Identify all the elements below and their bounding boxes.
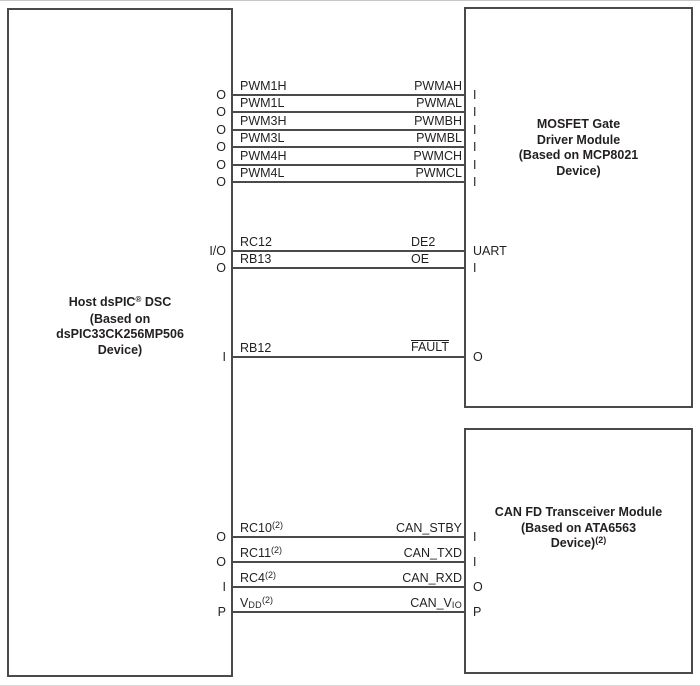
fault-connection	[222, 340, 483, 364]
host-pin-direction: O	[216, 140, 226, 155]
subscript-text: DD	[248, 600, 262, 610]
can-block-title	[464, 505, 693, 553]
module-pin-label	[402, 571, 462, 585]
module-pin-label-text: CAN_STBY	[396, 521, 462, 535]
connection-row	[217, 588, 482, 619]
module-pin-label-text: CAN_RXD	[402, 571, 462, 585]
connection-row	[216, 252, 477, 276]
mosfet-title-line-3: (Based on MCP8021	[518, 148, 639, 162]
module-pin-direction: I	[473, 105, 477, 120]
connection-row	[222, 340, 483, 364]
host-pin-label: PWM1H	[240, 78, 287, 93]
host-pin-direction: I	[222, 349, 226, 364]
connection-row	[216, 131, 477, 155]
module-pin-label-text: PWMCH	[413, 148, 462, 163]
host-pin-label: RC4$^{(2)}$	[240, 570, 277, 585]
host-pin-direction: O	[216, 261, 226, 276]
module-pin-label	[416, 96, 462, 110]
host-pin-label: VDD$^{(2)}$	[240, 595, 273, 610]
module-pin-label-text: PWMAH	[414, 78, 462, 93]
module-pin-direction: P	[473, 605, 482, 619]
module-pin-direction: O	[473, 349, 483, 364]
host-pin-label: PWM4L	[240, 165, 285, 180]
module-pin-label-text: FAULT	[411, 340, 449, 355]
host-pin-direction: I/O	[209, 243, 226, 258]
host-pin-label: RC11$^{(2)}$	[240, 545, 283, 560]
module-pin-label	[410, 596, 462, 610]
host-pin-label: PWM4H	[240, 148, 287, 163]
module-pin-label-text: PWMAL	[416, 96, 462, 111]
host-pin-direction: P	[217, 605, 226, 619]
footnote-superscript: (2)	[595, 535, 607, 545]
pwm-connections	[216, 78, 477, 189]
host-pin-label: RB13	[240, 252, 272, 267]
module-pin-label	[411, 252, 429, 266]
connection-row	[216, 96, 477, 120]
mosfet-title-line-2: Driver Module	[536, 132, 621, 147]
connection-row	[216, 165, 477, 189]
uart-connections	[209, 234, 507, 276]
registered-trademark-symbol: ®	[135, 295, 142, 304]
module-pin-label-text: PWMCL	[415, 165, 462, 180]
connection-row	[216, 513, 477, 544]
module-pin-label	[416, 131, 462, 145]
subscript-text: IO	[451, 600, 462, 610]
host-pin-direction: O	[216, 530, 226, 544]
connection-row	[222, 563, 483, 594]
host-pin-direction: O	[216, 174, 226, 189]
connection-row	[216, 538, 477, 569]
module-pin-label	[415, 166, 462, 180]
module-pin-label	[411, 340, 449, 355]
host-pin-direction: O	[216, 87, 226, 102]
module-pin-label	[413, 149, 462, 163]
connection-row	[216, 78, 477, 102]
module-pin-direction: I	[473, 174, 477, 189]
module-pin-label	[414, 114, 462, 128]
module-pin-label-text: CAN_V	[410, 596, 452, 610]
can-title-text: Device)	[550, 536, 596, 550]
module-pin-label-text: OE	[411, 252, 430, 267]
module-pin-label-text: CAN_TXD	[403, 546, 462, 560]
module-pin-direction: I	[473, 530, 477, 544]
host-block-title	[7, 295, 233, 358]
module-pin-direction: I	[473, 157, 477, 172]
connection-row	[209, 234, 507, 258]
can-connections	[216, 513, 483, 619]
mosfet-gate-driver-block	[464, 7, 693, 408]
host-title-text: Host dsPIC	[68, 295, 136, 309]
host-pin-direction: O	[216, 105, 226, 120]
module-pin-direction: I	[473, 122, 477, 137]
module-pin-direction: UART	[473, 243, 507, 258]
module-pin-label-text: PWMBH	[414, 113, 462, 128]
host-pin-direction: O	[216, 157, 226, 172]
footnote-superscript: (2)	[271, 545, 283, 555]
connection-row	[216, 113, 477, 137]
can-title-line-2: (Based on ATA6563	[520, 520, 637, 535]
mosfet-block-title	[464, 117, 693, 179]
host-title-line-2: (Based on	[89, 311, 151, 326]
can-title-line-3	[464, 536, 693, 553]
host-pin-direction: I	[222, 580, 226, 594]
module-pin-label	[411, 235, 435, 249]
mosfet-title-line-4: Device)	[556, 163, 601, 178]
can-title-line-1: CAN FD Transceiver Module	[494, 505, 663, 519]
host-pin-label: PWM3H	[240, 113, 287, 128]
module-pin-direction: I	[473, 140, 477, 155]
module-pin-label	[396, 521, 462, 535]
module-pin-direction: I	[473, 261, 477, 276]
module-pin-label	[414, 79, 462, 93]
footnote-superscript: (2)	[261, 595, 273, 605]
host-title-line-4: Device)	[97, 342, 143, 357]
host-pin-label: PWM3L	[240, 131, 285, 146]
host-title-line-1	[7, 295, 233, 312]
module-pin-label-text: PWMBL	[416, 131, 462, 146]
host-pin-label: PWM1L	[240, 96, 285, 111]
host-title-line-3: dsPIC33CK256MP506	[56, 327, 184, 341]
module-pin-label	[404, 546, 462, 560]
host-pin-label: RC12	[240, 234, 272, 249]
footnote-superscript: (2)	[271, 520, 283, 530]
host-pin-label: RC10$^{(2)}$	[240, 520, 283, 535]
module-pin-direction: I	[473, 87, 477, 102]
module-pin-direction: I	[473, 555, 477, 569]
footnote-superscript: (2)	[265, 570, 277, 580]
host-pin-label: RB12	[240, 340, 272, 355]
host-pin-direction: O	[216, 555, 226, 569]
host-title-text-rest: DSC	[141, 295, 172, 309]
host-pin-direction: O	[216, 122, 226, 137]
module-pin-label-text: DE2	[411, 234, 436, 249]
mosfet-title-line-1: MOSFET Gate	[536, 117, 621, 131]
module-pin-direction: O	[473, 580, 483, 594]
connection-row	[216, 148, 477, 172]
